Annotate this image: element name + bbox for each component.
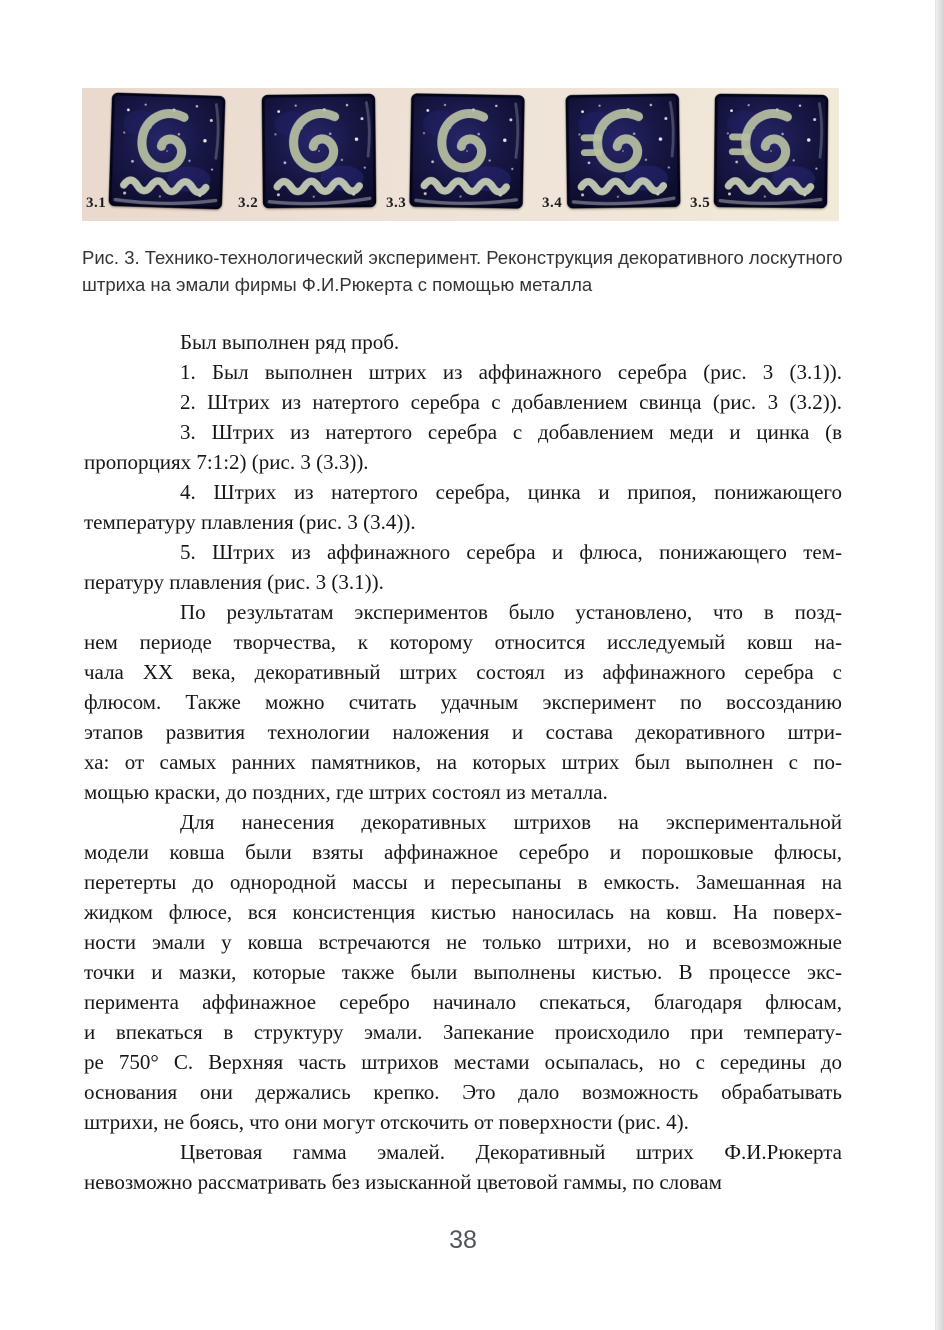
enamel-tile-image [261,93,376,208]
body-text-line: 4. Штрих из натертого серебра, цинка и припоя, понижающего [180,480,842,504]
body-text-line: основания они держались крепко. Это дало возможность обрабатывать [84,1080,842,1104]
figure-tile-label: 3.3 [386,195,407,211]
body-text-line: Был выполнен ряд проб. [180,330,400,354]
figure-tile [86,94,236,220]
body-text-line: ха: от самых ранних памятников, на которых штрих был выполнен с по- [84,750,842,774]
body-text-line: этапов развития технологии наложения и состава декоративного штри- [84,720,842,744]
enamel-tile-image [713,93,828,208]
body-text [84,327,842,1197]
figure-tile [542,94,692,220]
body-text-line: 1. Был выполнен штрих из аффинажного серебра (рис. 3 (3.1)). [180,360,842,384]
body-text-line: и впекаться в структуру эмали. Запекание происходило при температу- [84,1020,842,1044]
body-text-line: температуру плавления (рис. 3 (3.4)). [84,510,416,534]
enamel-tile-image [565,93,681,209]
body-text-line: ности эмали у ковша встречаются не только штрихи, но и всевозможные [84,930,842,954]
body-text-line: перетерты до однородной массы и пересыпаны в емкость. Замешанная на [84,870,842,894]
figure-tile-label: 3.4 [542,195,563,211]
body-text-line: пропорциях 7:1:2) (рис. 3 (3.3)). [84,450,369,474]
figure-tile [238,94,388,220]
figure-caption-line: штриха на эмали фирмы Ф.И.Рюкерта с помощью металла [82,274,593,295]
body-text-line: ре 750° С. Верхняя часть штрихов местами осыпалась, но с середины до [84,1050,842,1074]
body-text-line: мощью краски, до поздних, где штрих состоял из металла. [84,780,608,804]
figure-caption [82,244,882,298]
body-text-line: По результатам экспериментов было установлено, что в позд- [180,600,842,624]
figure-image [82,88,839,221]
body-text-line: штрихи, не боясь, что они могут отскочить от поверхности (рис. 4). [84,1110,689,1134]
figure-tile [690,94,840,220]
enamel-tile-image [409,93,525,209]
body-text-line: пературу плавления (рис. 3 (3.1)). [84,570,384,594]
body-text-line: жидком флюсе, вся консистенция кистью наносилась на ковш. На поверх- [84,900,842,924]
body-text-line: 3. Штрих из натертого серебра с добавлением меди и цинка (в [180,420,842,444]
body-text-line: 2. Штрих из натертого серебра с добавлением свинца (рис. 3 (3.2)). [180,390,842,414]
figure-tile-label: 3.1 [86,195,107,211]
body-text-line: Цветовая гамма эмалей. Декоративный штрих Ф.И.Рюкерта [180,1140,842,1164]
scrollbar[interactable] [935,0,944,1330]
figure-caption-line: Рис. 3. Технико-технологический эксперимент. Реконструкция декоративного лоскутного [82,247,843,268]
page-number: 38 [449,1226,477,1254]
enamel-tile-image [108,92,226,210]
body-text-line: невозможно рассматривать без изысканной цветовой гаммы, по словам [84,1170,722,1194]
body-text-line: модели ковша были взяты аффинажное серебро и порошковые флюсы, [84,840,842,864]
body-text-line: флюсом. Также можно считать удачным эксперимент по воссозданию [84,690,842,714]
body-text-line: Для нанесения декоративных штрихов на экспериментальной [180,810,842,834]
body-text-line: 5. Штрих из аффинажного серебра и флюса, понижающего тем- [180,540,842,564]
body-text-line: точки и мазки, которые также были выполнены кистью. В процессе экс- [84,960,842,984]
body-text-line: перимента аффинажное серебро начинало спекаться, благодаря флюсам, [84,990,842,1014]
body-text-line: чала XX века, декоративный штрих состоял из аффинажного серебра с [84,660,842,684]
figure-tile-label: 3.5 [690,195,711,211]
figure-tile [386,94,536,220]
figure-tile-label: 3.2 [238,195,259,211]
body-text-line: нем периоде творчества, к которому относится исследуемый ковш на- [84,630,842,654]
